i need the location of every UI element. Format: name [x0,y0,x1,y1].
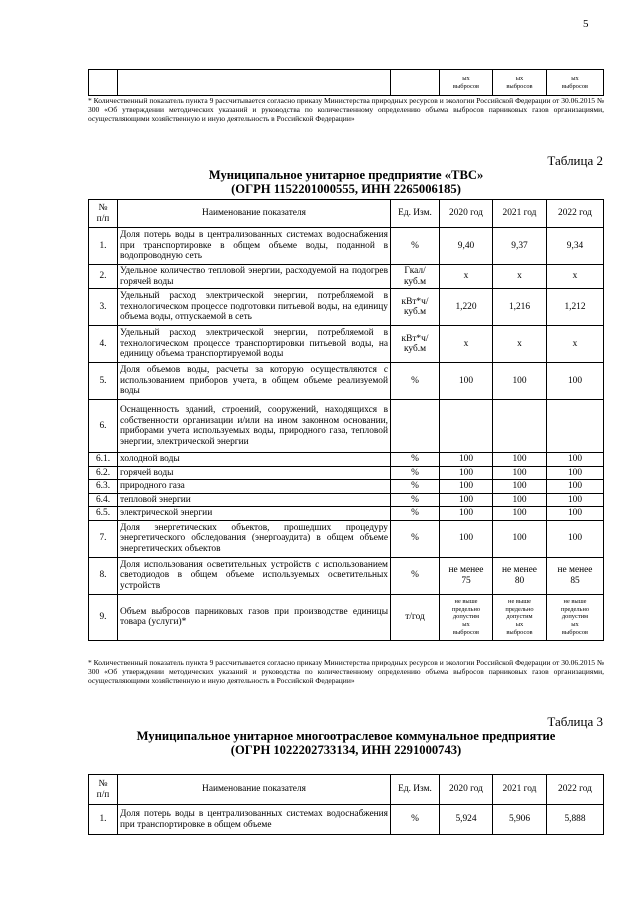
header-cell: 2020 год [440,775,493,805]
table-row [89,480,604,494]
unit-cell: % [391,453,440,467]
header-cell: 2022 год [547,200,604,228]
unit-cell: % [391,466,440,480]
value-cell: 9,34 [547,228,604,265]
value-cell: 1,216 [493,289,547,326]
unit-cell: кВт*ч/ куб.м [391,289,440,326]
value-cell: х [547,265,604,289]
fragment-cell: ых выбросов [493,70,547,96]
unit-cell: % [391,805,440,835]
table-row [89,594,604,640]
table-row [89,453,604,467]
indicator-name: Объем выбросов парниковых газов при производстве единицы товара (услуги)* [118,594,391,640]
indicator-name: Доля потерь воды в централизованных системах водоснабжения при транспортировке в общем объеме [118,805,391,835]
organization-name: Муниципальное унитарное многоотраслевое коммунальное предприятие [136,729,556,743]
table-row [89,400,604,453]
value-cell: 100 [493,507,547,521]
value-cell: 100 [440,480,493,494]
value-cell: 100 [440,520,493,557]
organization-registration: (ОГРН 1022202733134, ИНН 2291000743) [230,743,462,758]
value-cell: х [493,265,547,289]
table-label: Таблица 3 [547,714,603,729]
row-number: 1. [89,228,118,265]
value-cell: 1,220 [440,289,493,326]
header-cell: 2021 год [493,775,547,805]
value-cell: 9,40 [440,228,493,265]
organization-heading [88,168,604,196]
value-cell: х [493,326,547,363]
value-cell: не менее 80 [493,557,547,594]
value-cell: 100 [493,363,547,400]
row-number: 6. [89,400,118,453]
unit-cell: % [391,228,440,265]
value-cell: 100 [547,493,604,507]
row-number: 8. [89,557,118,594]
indicator-name: Удельный расход электрической энергии, потребляемой в технологическом процессе транспортировки питьевой воды, на единицу объема транспортируемой воды [118,326,391,363]
page-number: 5 [583,18,589,30]
unit-cell: % [391,520,440,557]
value-cell: х [440,265,493,289]
value-cell: 5,888 [547,805,604,835]
indicator-name: Доля объемов воды, расчеты за которую осуществляются с использованием приборов учета, в общем объеме реализуемой воды [118,363,391,400]
table-row [89,493,604,507]
table-label: Таблица 2 [547,153,603,168]
value-cell: 100 [440,466,493,480]
value-cell: не выше предельно допустим ых выбросов [493,594,547,640]
footnote: * Количественный показатель пункта 9 рассчитывается согласно приказу Министерства природных ресурсов и экологии Российской Федерации от 30.06.2015 № 300 «Об утверждении методических указаний и руководства по количественному определению объема выбросов парниковых газов организациями, осуществляющими хозяйственную и иную деятельность в Российской Федерации» [88,96,604,123]
header-cell: Наименование показателя [118,200,391,228]
header-cell: № п/п [89,200,118,228]
row-number: 2. [89,265,118,289]
value-cell: 100 [440,453,493,467]
unit-cell: % [391,507,440,521]
value-cell: х [547,326,604,363]
unit-cell: % [391,493,440,507]
table-row [89,520,604,557]
row-number: 3. [89,289,118,326]
indicator-name: Доля энергетических объектов, прошедших процедуру энергетического обследования (энергоаудита) в общем объеме энергетических объектов [118,520,391,557]
header-cell: 2022 год [547,775,604,805]
value-cell [440,400,493,453]
row-number: 1. [89,805,118,835]
fragment-cell [391,70,440,96]
organization-name: Муниципальное унитарное предприятие «ТВС» [208,168,484,182]
value-cell: 100 [547,363,604,400]
value-cell: 100 [440,493,493,507]
value-cell: 100 [547,507,604,521]
value-cell: 100 [493,493,547,507]
table-row [89,326,604,363]
value-cell: х [440,326,493,363]
table-row [89,805,604,835]
row-number: 7. [89,520,118,557]
header-cell: 2021 год [493,200,547,228]
previous-table-fragment [88,69,604,96]
indicators-table [88,774,604,835]
value-cell: 100 [493,480,547,494]
indicator-name: Доля использования осветительных устройств с использованием светодиодов в общем объеме используемых осветительных устройств [118,557,391,594]
indicator-name: природного газа [118,480,391,494]
header-cell: Ед. Изм. [391,775,440,805]
fragment-cell [118,70,391,96]
indicator-name: тепловой энергии [118,493,391,507]
unit-cell: % [391,557,440,594]
row-number: 6.3. [89,480,118,494]
header-cell: № п/п [89,775,118,805]
fragment-cell: ых выбросов [440,70,493,96]
value-cell: 5,906 [493,805,547,835]
footnote: * Количественный показатель пункта 9 рассчитывается согласно приказу Министерства природных ресурсов и экологии Российской Федерации от 30.06.2015 № 300 «Об утверждении методических указаний и руководства по количественному определению объема выбросов парниковых газов организациями, осуществляющими хозяйственную и иную деятельность в Российской Федерации» [88,658,604,685]
value-cell: 100 [547,480,604,494]
value-cell: 100 [547,453,604,467]
value-cell [547,400,604,453]
value-cell: 100 [440,363,493,400]
organization-heading [88,729,604,757]
value-cell: 5,924 [440,805,493,835]
fragment-cell: ых выбросов [547,70,604,96]
table-row [89,265,604,289]
value-cell: 100 [493,466,547,480]
indicator-name: Оснащенность зданий, строений, сооружений, находящихся в собственности организации и/или на ином законном основании, приборами учета используемых воды, природного газа, тепловой энергии, электрической энергии [118,400,391,453]
value-cell: 9,37 [493,228,547,265]
row-number: 6.1. [89,453,118,467]
value-cell: 100 [547,520,604,557]
fragment-cell [89,70,118,96]
organization-registration: (ОГРН 1152201000555, ИНН 2265006185) [231,182,461,197]
unit-cell: кВт*ч/ куб.м [391,326,440,363]
table-row [89,228,604,265]
header-cell: 2020 год [440,200,493,228]
header-cell: Ед. Изм. [391,200,440,228]
indicator-name: Доля потерь воды в централизованных системах водоснабжения при транспортировке в общем объеме воды, поданной в водопроводную сеть [118,228,391,265]
indicator-name: Удельный расход электрической энергии, потребляемой в технологическом процессе подготовки питьевой воды, на единицу объема воды, отпускаемой в сеть [118,289,391,326]
value-cell: не выше предельно допустим ых выбросов [547,594,604,640]
row-number: 6.2. [89,466,118,480]
row-number: 5. [89,363,118,400]
indicator-name: Удельное количество тепловой энергии, расходуемой на подогрев горячей воды [118,265,391,289]
unit-cell: % [391,480,440,494]
row-number: 9. [89,594,118,640]
unit-cell: % [391,363,440,400]
value-cell: не выше предельно допустим ых выбросов [440,594,493,640]
value-cell: 100 [547,466,604,480]
indicator-name: электрической энергии [118,507,391,521]
value-cell: не менее 75 [440,557,493,594]
table-row [89,289,604,326]
row-number: 6.4. [89,493,118,507]
unit-cell [391,400,440,453]
value-cell: 100 [493,520,547,557]
unit-cell: Гкал/ куб.м [391,265,440,289]
table-row [89,363,604,400]
indicator-name: холодной воды [118,453,391,467]
row-number: 4. [89,326,118,363]
row-number: 6.5. [89,507,118,521]
indicator-name: горячей воды [118,466,391,480]
table-row [89,507,604,521]
value-cell: не менее 85 [547,557,604,594]
unit-cell: т/год [391,594,440,640]
header-cell: Наименование показателя [118,775,391,805]
table-row [89,466,604,480]
indicators-table [88,199,604,641]
value-cell: 100 [493,453,547,467]
value-cell: 100 [440,507,493,521]
value-cell: 1,212 [547,289,604,326]
value-cell [493,400,547,453]
table-row [89,557,604,594]
